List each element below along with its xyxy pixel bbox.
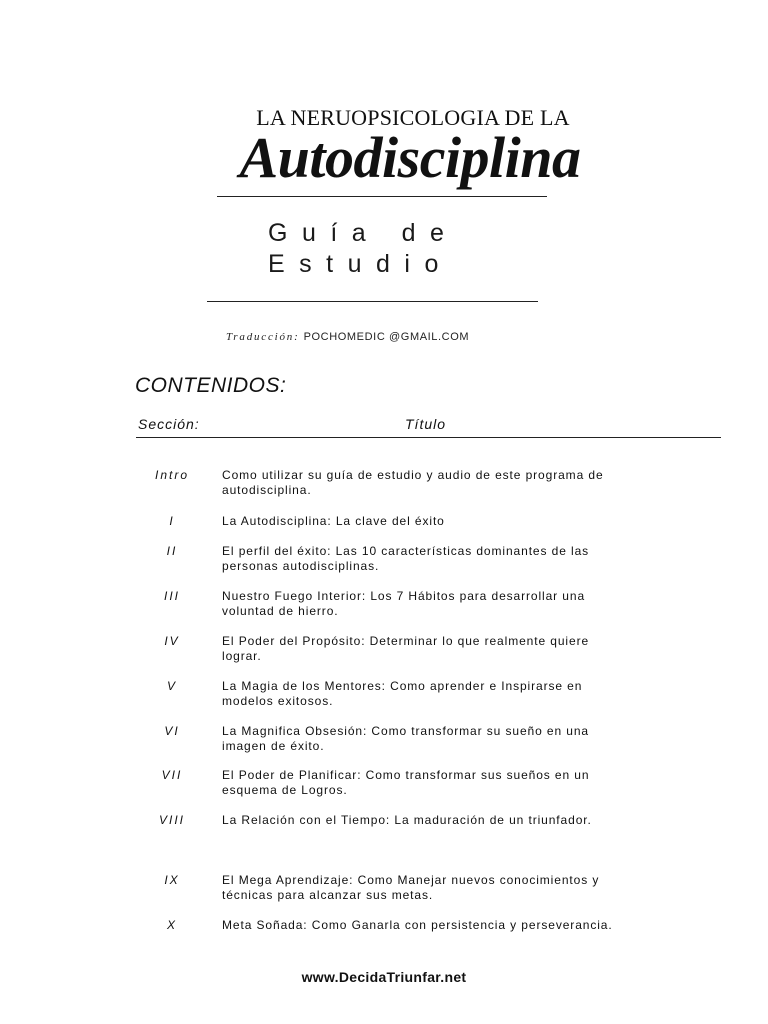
toc-title-line: técnicas para alcanzar sus metas. [222, 888, 434, 902]
toc-title-line: Meta Soñada: Como Ganarla con persistencia y perseverancia. [222, 918, 613, 932]
toc-section-title [222, 679, 662, 709]
translation-email: POCHOMEDIC @GMAIL.COM [303, 331, 470, 343]
toc-title-line: modelos exitosos. [222, 694, 334, 708]
toc-title-line: Como utilizar su guía de estudio y audio de este programa de [222, 468, 604, 482]
toc-title-line: voluntad de hierro. [222, 604, 339, 618]
toc-title-line: El Poder de Planificar: Como transformar sus sueños en un [222, 768, 590, 782]
toc-section-number: V [166, 679, 177, 693]
subtitle [268, 218, 458, 280]
toc-section-number: VI [164, 724, 180, 738]
toc-section-number: II [166, 544, 178, 558]
toc-section-title [222, 589, 662, 619]
title-divider [217, 196, 547, 197]
toc-title-line: La Magia de los Mentores: Como aprender e Inspirarse en [222, 679, 583, 693]
toc-section-number: IX [164, 873, 180, 887]
toc-section-number: I [169, 514, 175, 528]
toc-section-title [222, 634, 662, 664]
toc-section-title [222, 514, 662, 529]
subtitle-line-2: Estudio [268, 250, 453, 278]
toc-section-number: III [163, 589, 180, 603]
toc-title-line: esquema de Logros. [222, 783, 348, 797]
toc-section-number: VIII [158, 813, 185, 827]
subtitle-line-1: Guía de [268, 219, 459, 247]
toc-title-line: imagen de éxito. [222, 739, 325, 753]
toc-section-number: VII [161, 768, 183, 782]
toc-title-line: La Magnifica Obsesión: Como transformar su sueño en una [222, 724, 590, 738]
toc-section-title [222, 544, 662, 574]
toc-section-number: Intro [154, 468, 189, 482]
column-header-section: Sección: [138, 416, 200, 432]
toc-section-title [222, 768, 662, 798]
toc-section-title [222, 873, 662, 903]
toc-section-number: X [166, 918, 177, 932]
toc-section-title [222, 813, 662, 828]
toc-section-title [222, 724, 662, 754]
toc-title-line: autodisciplina. [222, 483, 312, 497]
toc-title-line: La Autodisciplina: La clave del éxito [222, 514, 445, 528]
table-header-divider [136, 437, 721, 438]
toc-title-line: El Poder del Propósito: Determinar lo que realmente quiere [222, 634, 590, 648]
toc-title-line: La Relación con el Tiempo: La maduración de un triunfador. [222, 813, 592, 827]
toc-section-title [222, 918, 662, 933]
translation-credit [226, 331, 469, 343]
pre-title: LA NERUOPSICOLOGIA DE LA [256, 105, 570, 130]
toc-title-line: lograr. [222, 649, 262, 663]
footer-website-link[interactable]: www.DecidaTriunfar.net [301, 969, 467, 985]
toc-section-number: IV [164, 634, 180, 648]
document-title: Autodisciplina [239, 125, 581, 190]
toc-title-line: personas autodisciplinas. [222, 559, 380, 573]
subtitle-divider [207, 301, 538, 302]
contents-heading: CONTENIDOS: [135, 374, 287, 397]
toc-section-title [222, 468, 662, 498]
translation-label: Traducción: [226, 331, 300, 343]
toc-title-line: El Mega Aprendizaje: Como Manejar nuevos conocimientos y [222, 873, 600, 887]
column-header-title: Título [405, 416, 447, 432]
toc-title-line: El perfil del éxito: Las 10 características dominantes de las [222, 544, 590, 558]
toc-title-line: Nuestro Fuego Interior: Los 7 Hábitos para desarrollar una [222, 589, 586, 603]
